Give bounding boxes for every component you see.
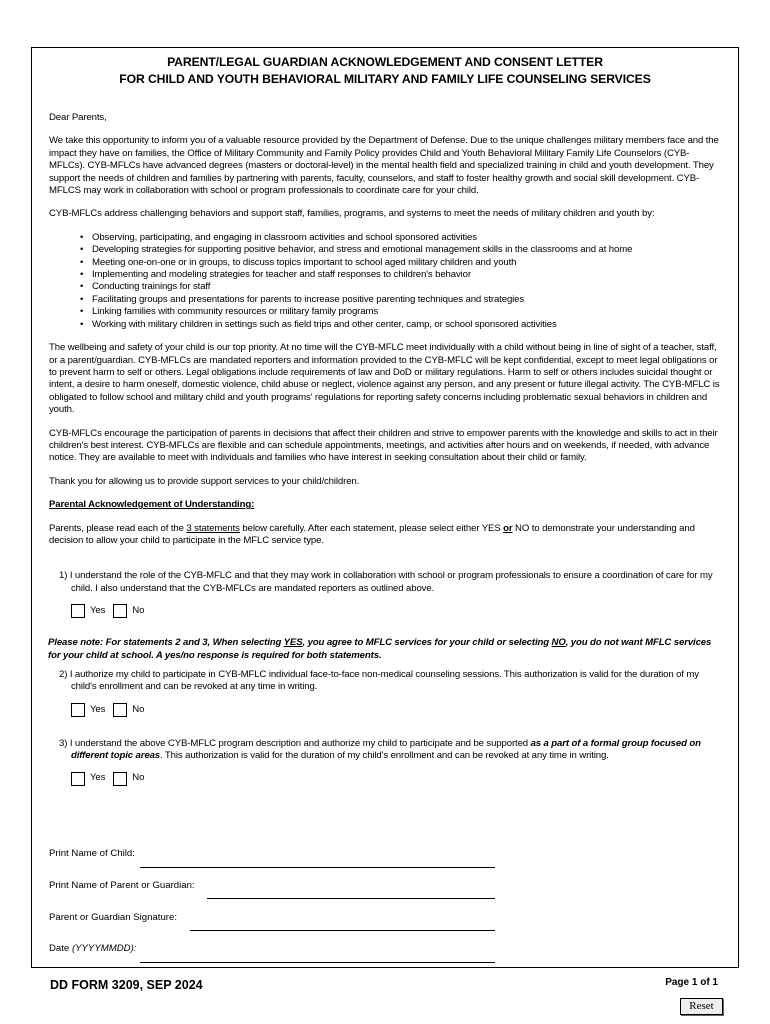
statement-1-no-checkbox[interactable] bbox=[113, 604, 127, 618]
signature-field[interactable] bbox=[190, 930, 495, 931]
list-item: • Implementing and modeling strategies for teacher and staff responses to children's behavior bbox=[80, 269, 721, 281]
parent-name-field[interactable] bbox=[207, 898, 495, 899]
instr-text: 3 statements bbox=[186, 522, 240, 534]
signature-label: Parent or Guardian Signature: bbox=[49, 912, 177, 923]
statement-3 bbox=[49, 738, 721, 763]
note-text: YES bbox=[283, 637, 303, 649]
list-item: • Facilitating groups and presentations for parents to increase positive parenting techniques and strategies bbox=[80, 294, 721, 306]
form-number: DD FORM 3209, SEP 2024 bbox=[50, 978, 203, 992]
parent-name-label: Print Name of Parent or Guardian: bbox=[49, 880, 195, 891]
statement-1-options bbox=[71, 604, 721, 618]
child-name-field[interactable] bbox=[140, 867, 495, 868]
list-item: • Observing, participating, and engaging in classroom activities and school sponsored activities bbox=[80, 232, 721, 244]
thank-you: Thank you for allowing us to provide support services to your child/children. bbox=[49, 475, 360, 487]
statement-1: 1) I understand the role of the CYB-MFLC and that they may work in collaboration with school or program professionals to ensure a coordination of care for my child. I also understand that the CYB-MFLCs are mandated reporters as outlined above. bbox=[59, 570, 713, 594]
child-name-label: Print Name of Child: bbox=[49, 848, 135, 859]
list-item: • Working with military children in settings such as field trips and other center, camp, or school sponsored activities bbox=[80, 319, 721, 331]
no-label: No bbox=[132, 604, 145, 616]
statement-2: 2) I authorize my child to participate in CYB-MFLC individual face-to-face non-medical counseling sessions. This authorization is valid for the duration of my child's enrollment and can be revoked at any time in writing. bbox=[59, 669, 699, 693]
statement-3-options bbox=[71, 772, 721, 786]
note-text: Please note: For statements 2 and 3, When selecting bbox=[48, 637, 284, 649]
date-label-text: Date bbox=[49, 943, 70, 954]
title-line-1: PARENT/LEGAL GUARDIAN ACKNOWLEDGEMENT AND CONSENT LETTER bbox=[167, 55, 603, 69]
greeting: Dear Parents, bbox=[49, 112, 107, 123]
yes-label: Yes bbox=[90, 703, 106, 715]
date-field[interactable] bbox=[140, 962, 495, 963]
statement-3-no-checkbox[interactable] bbox=[113, 772, 127, 786]
date-format: (YYYYMMDD): bbox=[71, 943, 137, 954]
instructions bbox=[49, 523, 721, 548]
letter-body bbox=[49, 112, 721, 786]
note-text: , you do not want MFLC services for your child at school. A yes/no response is required for both statements. bbox=[48, 637, 712, 661]
note-text: , you agree to MFLC services for your child or selecting bbox=[302, 637, 552, 649]
list-item: • Conducting trainings for staff bbox=[80, 281, 721, 293]
note-text: NO bbox=[551, 637, 566, 649]
instr-text: NO to demonstrate your understanding and decision to allow your child to participate in the MFLC service type. bbox=[49, 522, 695, 546]
services-intro: CYB-MFLCs address challenging behaviors and support staff, families, programs, and systems to meet the needs of military children and youth by: bbox=[49, 208, 655, 220]
list-item: • Linking families with community resources or military family programs bbox=[80, 306, 721, 318]
statement-3-yes-checkbox[interactable] bbox=[71, 772, 85, 786]
statement-3-text: . This authorization is valid for the duration of my child's enrollment and can be revoked at any time in writing. bbox=[160, 750, 609, 762]
participation-paragraph: CYB-MFLCs encourage the participation of parents in decisions that affect their children and strive to empower parents with the knowledge and skills to act in their children's best interest. CYB-MFLCs are flexible and can schedule appointments, meetings, and activities after hours and on weekends, if needed, with advance notice. They are available to meet with individuals and families who have interest in seeking consultation about their child or family. bbox=[49, 427, 718, 464]
please-note bbox=[48, 637, 721, 662]
instr-text: Parents, please read each of the bbox=[49, 522, 187, 534]
statement-2-no-checkbox[interactable] bbox=[113, 703, 127, 717]
statement-2-yes-checkbox[interactable] bbox=[71, 703, 85, 717]
date-label bbox=[49, 943, 136, 954]
intro-paragraph: We take this opportunity to inform you of a valuable resource provided by the Department of Defense. Due to the unique challenges military members face and the impact they have on families, the Office of Military Community and Family Policy provides Child and Youth Behavioral Military Family Life Counselors (CYB-MFLCs). CYB-MFLCs have advanced degrees (masters or doctoral-level) in the mental health field and specialized training in child and youth development. They support the needs of children and families by partnering with parents, faculty, counselors, and staff to foster healthy growth and social skill development. CYB-MFLCS may work in collaboration with school or program professionals to coordinate care for your child. bbox=[49, 135, 719, 197]
title-line-2: FOR CHILD AND YOUTH BEHAVIORAL MILITARY AND FAMILY LIFE COUNSELING SERVICES bbox=[119, 72, 651, 86]
yes-label: Yes bbox=[90, 772, 106, 784]
page-number: Page 1 of 1 bbox=[665, 977, 718, 988]
reset-button[interactable]: Reset bbox=[680, 998, 723, 1015]
statement-3-text: 3) I understand the above CYB-MFLC program description and authorize my child to participate and be supported bbox=[59, 737, 531, 749]
list-item: • Meeting one-on-one or in groups, to discuss topics important to school aged military children and youth bbox=[80, 257, 721, 269]
statement-3-text: as a part of a formal group focused on different topic areas bbox=[71, 737, 701, 762]
no-label: No bbox=[132, 772, 145, 784]
services-list bbox=[80, 232, 721, 331]
instr-text: or bbox=[503, 522, 513, 534]
statement-1-yes-checkbox[interactable] bbox=[71, 604, 85, 618]
statement-2-options bbox=[71, 703, 721, 717]
instr-text: below carefully. After each statement, please select either YES bbox=[239, 522, 504, 534]
safety-paragraph: The wellbeing and safety of your child is our top priority. At no time will the CYB-MFLC meet individually with a child without being in line of sight of a teacher, staff, or a parent/guardian. CYB-MFLCs are mandated reporters and information provided to the CYB-MFLC will be kept confidential, except to meet legal obligations or to prevent harm to self or others. Legal obligations include requirements of law and DoD or military regulations. Harm to self or others includes suicidal thought or intent, a desire to harm oneself, domestic violence, child abuse or neglect, violence against any person, and any present or future illegal activity. The CYB-MFLC is obligated to follow school and military child and youth programs' regulations for reporting safety concerns including problematic sexual behaviors in children and youth. bbox=[49, 342, 720, 416]
yes-label: Yes bbox=[90, 604, 106, 616]
list-item: • Developing strategies for supporting positive behavior, and stress and emotional management skills in the classrooms and at home bbox=[80, 244, 721, 256]
form-title bbox=[31, 54, 739, 88]
no-label: No bbox=[132, 703, 145, 715]
ack-heading: Parental Acknowledgement of Understanding: bbox=[49, 499, 255, 511]
